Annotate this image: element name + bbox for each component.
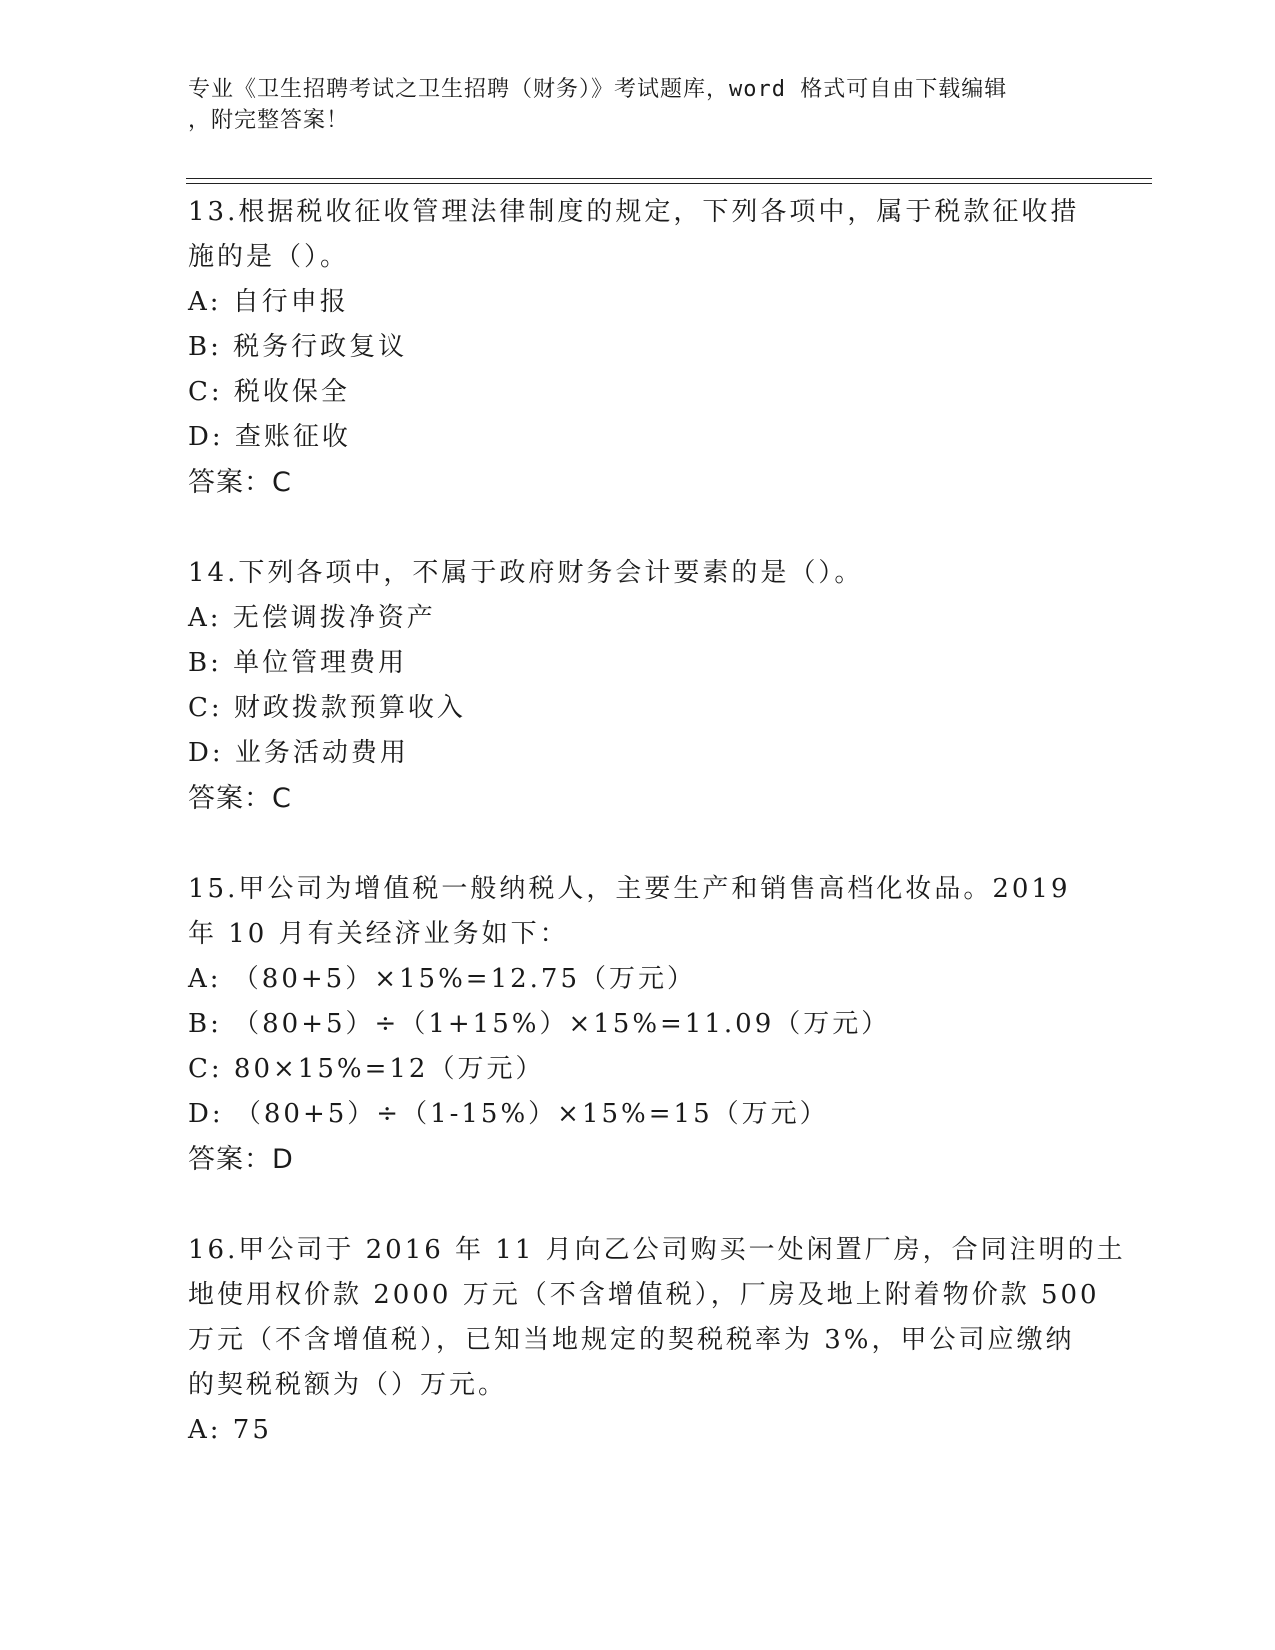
question-text-line: 的契税税额为（）万元。 [188, 1370, 508, 1400]
answer-option: A: 75 [188, 1415, 272, 1445]
answer-option: D: 查账征收 [188, 422, 351, 452]
question-block [188, 1228, 1126, 1453]
question-block [188, 551, 1088, 821]
answer-option: A: 自行申报 [188, 287, 349, 317]
question-block [188, 867, 1088, 1182]
answer-option: A: 无偿调拨净资产 [188, 603, 436, 633]
answer-option: B: （80+5）÷（1+15%）×15%=11.09（万元） [188, 1009, 891, 1039]
answer-option: A: （80+5）×15%=12.75（万元） [188, 964, 697, 994]
answer-option: C: 税收保全 [188, 377, 350, 407]
answer-key: 答案：C [188, 467, 292, 498]
answer-option: D: 业务活动费用 [188, 738, 409, 768]
answer-option: D: （80+5）÷（1-15%）×15%=15（万元） [188, 1099, 829, 1129]
answer-option: B: 单位管理费用 [188, 648, 408, 678]
question-text-line: 地使用权价款 2000 万元（不含增值税），厂房及地上附着物价款 500 [188, 1280, 1100, 1310]
question-list [188, 190, 1126, 1453]
question-text-line: 施的是（）。 [188, 242, 350, 272]
question-block [188, 190, 1088, 505]
header-line-1: 专业《卫生招聘考试之卫生招聘（财务）》考试题库，word 格式可自由下载编辑 [188, 77, 1008, 102]
header-line-2: ，附完整答案！ [188, 108, 350, 133]
header-divider-top [186, 178, 1152, 179]
header-divider-bottom [186, 183, 1152, 184]
question-text-line: 13.根据税收征收管理法律制度的规定，下列各项中，属于税款征收措 [188, 197, 1080, 227]
answer-key: 答案：C [188, 783, 292, 814]
answer-option: B: 税务行政复议 [188, 332, 408, 362]
question-text-line: 15.甲公司为增值税一般纳税人，主要生产和销售高档化妆品。2019 [188, 874, 1071, 904]
question-text-line: 16.甲公司于 2016 年 11 月向乙公司购买一处闲置厂房，合同注明的土 [188, 1235, 1126, 1265]
question-text-line: 14.下列各项中，不属于政府财务会计要素的是（）。 [188, 558, 864, 588]
answer-option: C: 财政拨款预算收入 [188, 693, 466, 723]
question-spacer [188, 1182, 1088, 1228]
question-text-line: 年 10 月有关经济业务如下： [188, 919, 569, 949]
document-header [188, 74, 1088, 136]
question-spacer [188, 821, 1088, 867]
answer-option: C: 80×15%=12（万元） [188, 1054, 545, 1084]
answer-key: 答案：D [188, 1144, 294, 1175]
question-spacer [188, 505, 1088, 551]
question-text-line: 万元（不含增值税），已知当地规定的契税税率为 3%，甲公司应缴纳 [188, 1325, 1075, 1355]
